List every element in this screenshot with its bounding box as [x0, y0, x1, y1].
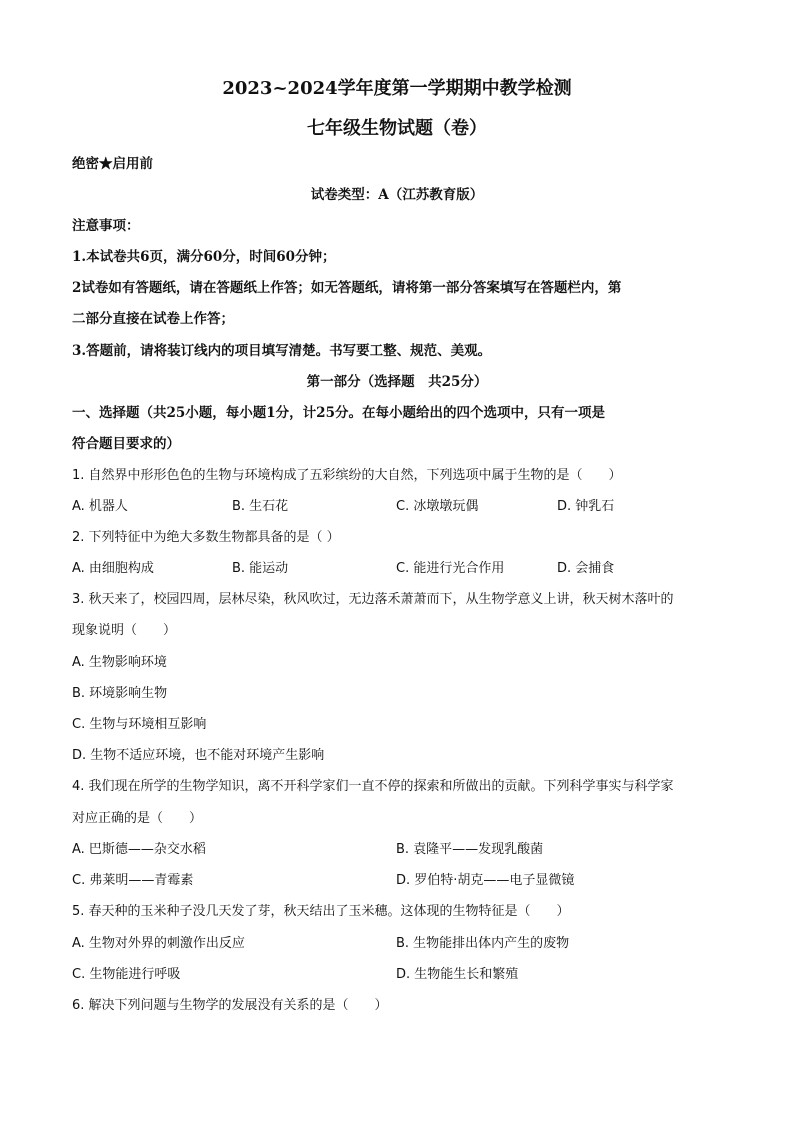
q3-option-c: C. 生物与环境相互影响	[72, 717, 207, 732]
q4-option-d: D. 罗伯特·胡克——电子显微镜	[396, 873, 575, 888]
q5-option-d: D. 生物能生长和繁殖	[396, 967, 519, 982]
secret-mark: 绝密★启用前	[72, 156, 153, 172]
part1-instruction-line-1: 一、选择题（共25小题，每小题1分，计25分。在每小题给出的四个选项中，只有一项是	[72, 405, 605, 421]
q3-stem-line-1: 3. 秋天来了，校园四周，层林尽染，秋风吹过，无边落禾萧萧而下，从生物学意义上讲，秋天树木落叶的	[72, 592, 674, 607]
note-3: 3.答题前，请将装订线内的项目填写清楚。书写要工整、规范、美观。	[72, 343, 492, 359]
q3-option-a: A. 生物影响环境	[72, 655, 167, 670]
q5-option-b: B. 生物能排出体内产生的废物	[396, 936, 570, 951]
notes-heading: 注意事项：	[72, 218, 140, 234]
q4-option-b: B. 袁隆平——发现乳酸菌	[396, 842, 544, 857]
q4-stem-line-1: 4. 我们现在所学的生物学知识，离不开科学家们一直不停的探索和所做出的贡献。下列科学事实与科学家	[72, 779, 674, 794]
q3-option-b: B. 环境影响生物	[72, 686, 168, 701]
note-1: 1.本试卷共6页，满分60分，时间60分钟；	[72, 249, 336, 265]
q4-stem-line-2: 对应正确的是（ ）	[72, 811, 203, 826]
q1-option-a: A. 机器人	[72, 499, 128, 514]
q5-stem: 5. 春天种的玉米种子没几天发了芽，秋天结出了玉米穗。这体现的生物特征是（ ）	[72, 904, 570, 919]
q2-option-d: D. 会捕食	[557, 561, 615, 576]
q2-option-b: B. 能运动	[232, 561, 289, 576]
part1-instruction-line-2: 符合题目要求的）	[72, 436, 180, 452]
q6-stem: 6. 解决下列问题与生物学的发展没有关系的是（ ）	[72, 998, 388, 1013]
q3-option-d: D. 生物不适应环境，也不能对环境产生影响	[72, 748, 325, 763]
q1-option-d: D. 钟乳石	[557, 499, 615, 514]
q2-option-a: A. 由细胞构成	[72, 561, 154, 576]
q1-stem: 1. 自然界中形形色色的生物与环境构成了五彩缤纷的大自然，下列选项中属于生物的是（ ）	[72, 468, 622, 483]
note-2-line-2: 二部分直接在试卷上作答；	[72, 311, 234, 327]
q2-option-c: C. 能进行光合作用	[396, 561, 505, 576]
exam-title: 2023~2024学年度第一学期期中教学检测	[222, 78, 572, 99]
q3-stem-line-2: 现象说明（ ）	[72, 623, 177, 638]
q2-stem: 2. 下列特征中为绝大多数生物都具备的是（ ）	[72, 530, 340, 545]
note-2-line-1: 2试卷如有答题纸，请在答题纸上作答；如无答题纸，请将第一部分答案填写在答题栏内，第	[72, 280, 622, 296]
q1-option-c: C. 冰墩墩玩偶	[396, 499, 479, 514]
q4-option-a: A. 巴斯德——杂交水稻	[72, 842, 206, 857]
q4-option-c: C. 弗莱明——青霉素	[72, 873, 194, 888]
q5-option-a: A. 生物对外界的刺激作出反应	[72, 936, 245, 951]
exam-type: 试卷类型：A（江苏教育版）	[310, 187, 484, 203]
q5-option-c: C. 生物能进行呼吸	[72, 967, 181, 982]
part1-title: 第一部分（选择题 共25分）	[306, 374, 488, 390]
exam-subtitle: 七年级生物试题（卷）	[307, 118, 487, 139]
q1-option-b: B. 生石花	[232, 499, 289, 514]
